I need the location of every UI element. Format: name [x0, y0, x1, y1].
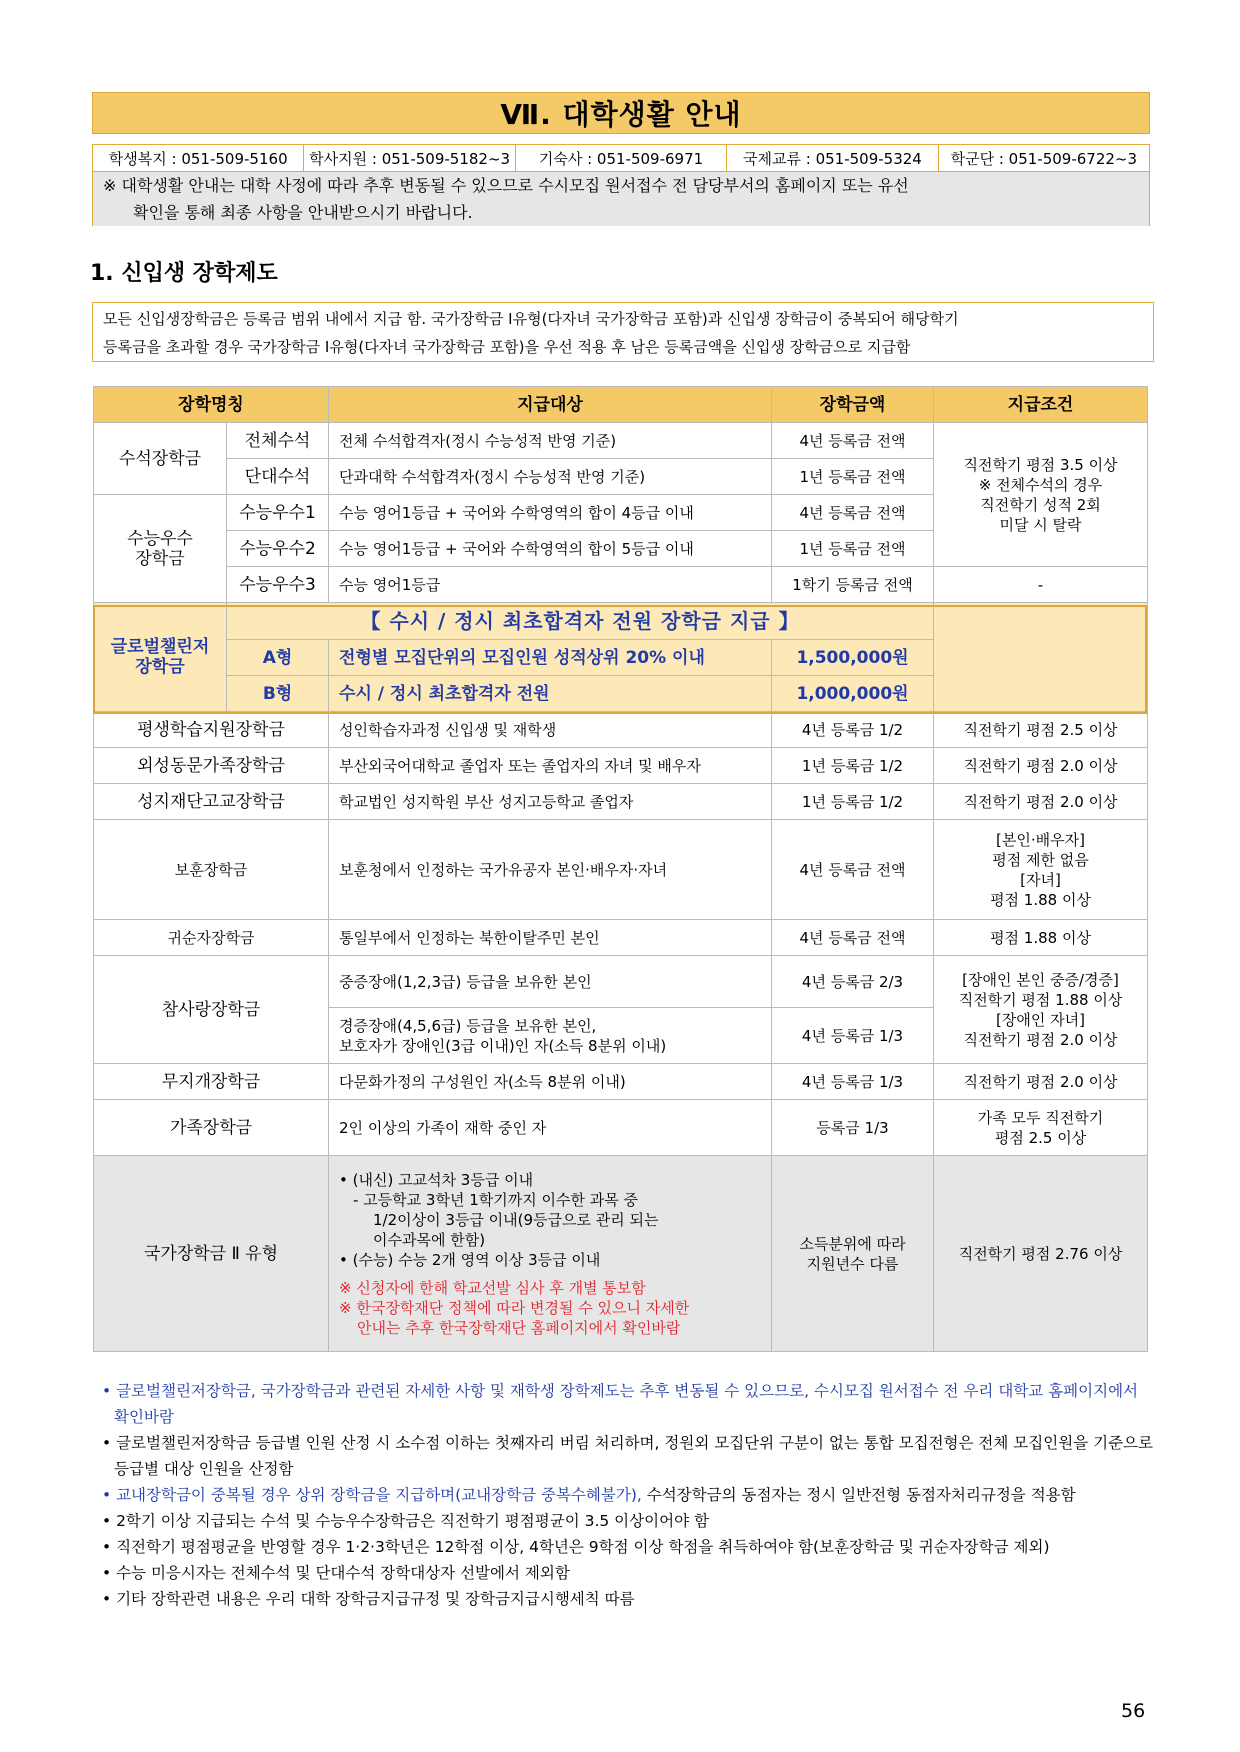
table-row: [94, 712, 1148, 748]
amount: 1,000,000원: [772, 676, 934, 712]
sub-name: 수능우수1: [227, 495, 329, 531]
target: 학교법인 성지학원 부산 성지고등학교 졸업자: [329, 784, 772, 820]
amount: [772, 1156, 934, 1352]
target: [329, 1156, 772, 1352]
notice-line1: ※ 대학생활 안내는 대학 사정에 따라 추후 변동될 수 있으므로 수시모집 원서접수 전 담당부서의 홈페이지 또는 유선: [103, 176, 909, 195]
condition-line: 직전학기 평점 1.88 이상: [958, 990, 1123, 1009]
condition-line: 직전학기 평점 3.5 이상: [963, 455, 1118, 474]
sub-name: 단대수석: [227, 459, 329, 495]
condition: -: [934, 567, 1148, 603]
target: 수시 / 정시 최초합격자 전원: [329, 676, 772, 712]
contact-box: [92, 144, 1150, 226]
global-banner: 【 수시 / 정시 최초합격자 전원 장학금 지급 】: [227, 603, 934, 640]
target: 수능 영어1등급 + 국어와 수학영역의 합이 5등급 이내: [329, 531, 772, 567]
amount: 4년 등록금 2/3: [772, 956, 934, 1008]
name-line: 장학금: [135, 657, 185, 677]
condition: 직전학기 평점 2.5 이상: [934, 712, 1148, 748]
table-row: [94, 956, 1148, 1008]
note-item: • 직전학기 평점평균을 반영할 경우 1·2·3학년은 12학점 이상, 4학년은 9학점 이상 학점을 취득하여야 함(보훈장학금 및 귀순자장학금 제외): [102, 1538, 1050, 1556]
target: 수능 영어1등급 + 국어와 수학영역의 합이 4등급 이내: [329, 495, 772, 531]
notes: [92, 1378, 1154, 1612]
sub-name: B형: [227, 676, 329, 712]
target: 전형별 모집단위의 모집인원 성적상위 20% 이내: [329, 640, 772, 676]
condition: [934, 1100, 1148, 1156]
amount: 1학기 등록금 전액: [772, 567, 934, 603]
page-title: Ⅶ. 대학생활 안내: [92, 92, 1150, 134]
scholarship-name: 수석장학금: [94, 423, 227, 495]
target-line: 경증장애(4,5,6급) 등급을 보유한 본인,: [339, 1016, 597, 1035]
table-row: [94, 423, 1148, 459]
condition-line: [장애인 본인 중증/경증]: [962, 970, 1119, 989]
header-name: 장학명칭: [94, 387, 329, 423]
table-row: [94, 920, 1148, 956]
target-line: 1/2이상이 3등급 이내(9등급으로 관리 되는: [373, 1210, 659, 1229]
target: 수능 영어1등급: [329, 567, 772, 603]
header-target: 지급대상: [329, 387, 772, 423]
section-title: 1. 신입생 장학제도: [90, 261, 278, 286]
name-line: 장학금: [135, 548, 185, 569]
scholarship-name: 외성동문가족장학금: [94, 748, 329, 784]
intro-box: [92, 302, 1154, 362]
note-item: • 글로벌챌린저장학금 등급별 인원 산정 시 소수점 이하는 첫째자리 버림 처리하며, 정원외 모집단위 구분이 없는 통합 모집전형은 전체 모집인원을 기준으로 등급별 대상 인원을 산정함: [102, 1434, 1153, 1478]
amount: 4년 등록금 1/3: [772, 1064, 934, 1100]
target: 부산외국어대학교 졸업자 또는 졸업자의 자녀 및 배우자: [329, 748, 772, 784]
scholarship-name: 무지개장학금: [94, 1064, 329, 1100]
intro-line2: 등록금을 초과할 경우 국가장학금 Ⅰ유형(다자녀 국가장학금 포함)을 우선 적용 후 남은 등록금액을 신입생 장학금으로 지급함: [103, 338, 911, 356]
condition-line: 평점 1.88 이상: [990, 890, 1091, 909]
scholarship-name: 귀순자장학금: [94, 920, 329, 956]
condition-line: [장애인 자녀]: [996, 1010, 1085, 1029]
scholarship-name: [94, 495, 227, 603]
notice: [93, 172, 1149, 226]
header-amount: 장학금액: [772, 387, 934, 423]
scholarship-name: 보훈장학금: [94, 820, 329, 920]
target-line: 보호자가 장애인(3급 이내)인 자(소득 8분위 이내): [339, 1036, 667, 1055]
note-item: • 글로벌챌린저장학금, 국가장학금과 관련된 자세한 사항 및 재학생 장학제도는 추후 변동될 수 있으므로, 수시모집 원서접수 전 우리 대학교 홈페이지에서 확인바람: [102, 1382, 1139, 1426]
condition-top: [934, 423, 1148, 567]
condition: [934, 820, 1148, 920]
condition-line: 미달 시 탈락: [999, 515, 1082, 534]
condition: 직전학기 평점 2.76 이상: [934, 1156, 1148, 1352]
table-row: [94, 748, 1148, 784]
target: 중증장애(1,2,3급) 등급을 보유한 본인: [329, 956, 772, 1008]
note-blue-part: • 교내장학금이 중복될 경우 상위 장학금을 지급하며(교내장학금 중복수혜불가),: [102, 1486, 642, 1504]
intro-line1: 모든 신입생장학금은 등록금 범위 내에서 지급 함. 국가장학금 Ⅰ유형(다자녀 국가장학금 포함)과 신입생 장학금이 중복되어 해당학기: [103, 310, 959, 328]
target-line: • (수능) 수능 2개 영역 이상 3등급 이내: [339, 1250, 601, 1269]
note-item: [92, 1482, 1154, 1508]
contact-international: 국제교류 : 051-509-5324: [727, 145, 938, 171]
amount: 등록금 1/3: [772, 1100, 934, 1156]
note-item: • 기타 장학관련 내용은 우리 대학 장학금지급규정 및 장학금지급시행세칙 따름: [102, 1590, 635, 1608]
scholarship-name: 평생학습지원장학금: [94, 712, 329, 748]
amount: 4년 등록금 1/2: [772, 712, 934, 748]
table-row: [94, 1064, 1148, 1100]
condition: [934, 956, 1148, 1064]
scholarship-table: [93, 386, 1148, 1352]
name-line: 글로벌챌린저: [110, 637, 210, 657]
condition-line: 직전학기 성적 2회: [980, 495, 1101, 514]
contact-rotc: 학군단 : 051-509-6722~3: [950, 149, 1138, 168]
condition-line: 가족 모두 직전학기: [977, 1108, 1104, 1127]
contact-dormitory: 기숙사 : 051-509-6971: [516, 145, 727, 171]
note-rest-part: 수석장학금의 동점자는 정시 일반전형 동점자처리규정을 적용함: [641, 1486, 1076, 1504]
target: 2인 이상의 가족이 재학 중인 자: [329, 1100, 772, 1156]
sub-name: 수능우수3: [227, 567, 329, 603]
condition-line: [자녀]: [1020, 870, 1061, 889]
table-row: [94, 820, 1148, 920]
amount: 4년 등록금 전액: [772, 820, 934, 920]
table-header-row: [94, 387, 1148, 423]
table-row: [94, 603, 1148, 640]
target: 전체 수석합격자(정시 수능성적 반영 기준): [329, 423, 772, 459]
name-line: 수능우수: [127, 528, 193, 549]
amount: 4년 등록금 1/3: [772, 1008, 934, 1064]
notice-line2: 확인을 통해 최종 사항을 안내받으시기 바랍니다.: [133, 203, 473, 222]
target: 단과대학 수석합격자(정시 수능성적 반영 기준): [329, 459, 772, 495]
amount: 1년 등록금 전액: [772, 531, 934, 567]
header-condition: 지급조건: [934, 387, 1148, 423]
condition-blank: [934, 603, 1148, 712]
amount: 1년 등록금 1/2: [772, 748, 934, 784]
condition-line: 직전학기 평점 2.0 이상: [963, 1030, 1118, 1049]
condition-line: [본인·배우자]: [996, 830, 1085, 849]
scholarship-name: [94, 603, 227, 712]
scholarship-name: 국가장학금 Ⅱ 유형: [94, 1156, 329, 1352]
red-note: ※ 한국장학재단 정책에 따라 변경될 수 있으니 자세한: [339, 1298, 690, 1317]
target: 보훈청에서 인정하는 국가유공자 본인·배우자·자녀: [329, 820, 772, 920]
amount-line: 소득분위에 따라: [799, 1234, 906, 1253]
target-line: 이수과목에 한함): [373, 1230, 486, 1249]
target: 통일부에서 인정하는 북한이탈주민 본인: [329, 920, 772, 956]
sub-name: 수능우수2: [227, 531, 329, 567]
target-line: - 고등학교 3학년 1학기까지 이수한 과목 중: [353, 1190, 638, 1209]
target: [329, 1008, 772, 1064]
amount: 4년 등록금 전액: [772, 423, 934, 459]
contact-academic-support: 학사지원 : 051-509-5182~3: [304, 145, 515, 171]
sub-name: A형: [227, 640, 329, 676]
scholarship-name: 참사랑장학금: [94, 956, 329, 1064]
amount: 1,500,000원: [772, 640, 934, 676]
table-row: [94, 1156, 1148, 1352]
condition-line: 평점 2.5 이상: [994, 1128, 1087, 1147]
condition: 직전학기 평점 2.0 이상: [934, 1064, 1148, 1100]
target: 성인학습자과정 신입생 및 재학생: [329, 712, 772, 748]
note-item: • 2학기 이상 지급되는 수석 및 수능우수장학금은 직전학기 평점평균이 3.5 이상이어야 함: [102, 1512, 709, 1530]
red-note: 안내는 추후 한국장학재단 홈페이지에서 확인바람: [357, 1318, 681, 1337]
table-row: [94, 567, 1148, 603]
page-number: 56: [1121, 1700, 1146, 1722]
amount: 4년 등록금 전액: [772, 495, 934, 531]
condition-line: 평점 제한 없음: [992, 850, 1089, 869]
amount-line: 지원년수 다름: [806, 1254, 899, 1273]
amount: 1년 등록금 전액: [772, 459, 934, 495]
condition: 직전학기 평점 2.0 이상: [934, 784, 1148, 820]
sub-name: 전체수석: [227, 423, 329, 459]
amount: 1년 등록금 1/2: [772, 784, 934, 820]
target: 다문화가정의 구성원인 자(소득 8분위 이내): [329, 1064, 772, 1100]
contact-student-welfare: 학생복지 : 051-509-5160: [93, 145, 304, 171]
scholarship-name: 성지재단고교장학금: [94, 784, 329, 820]
red-note: ※ 신청자에 한해 학교선발 심사 후 개별 통보함: [339, 1278, 646, 1297]
contact-list: [93, 145, 1149, 172]
scholarship-name: 가족장학금: [94, 1100, 329, 1156]
table-row: [94, 784, 1148, 820]
condition: 평점 1.88 이상: [934, 920, 1148, 956]
note-item: • 수능 미응시자는 전체수석 및 단대수석 장학대상자 선발에서 제외함: [102, 1564, 570, 1582]
condition: 직전학기 평점 2.0 이상: [934, 748, 1148, 784]
target-line: • (내신) 고교석차 3등급 이내: [339, 1170, 534, 1189]
table-row: [94, 1100, 1148, 1156]
condition-line: ※ 전체수석의 경우: [978, 475, 1103, 494]
amount: 4년 등록금 전액: [772, 920, 934, 956]
